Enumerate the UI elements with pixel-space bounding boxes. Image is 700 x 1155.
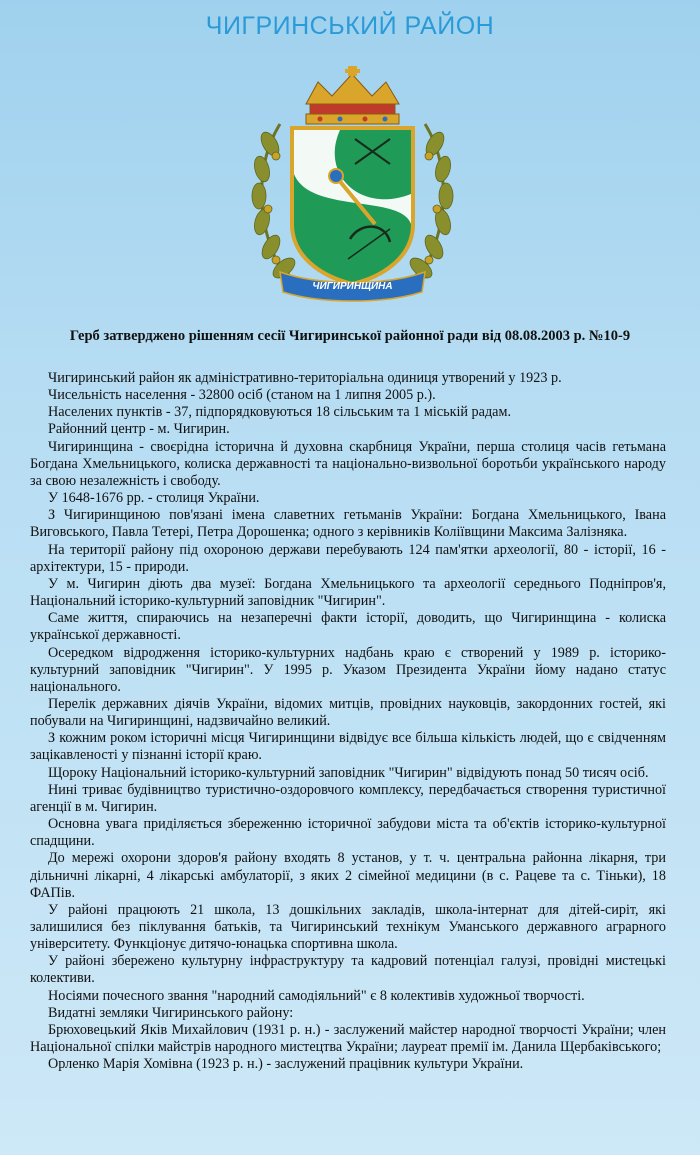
paragraph: Населених пунктів - 37, підпорядковуються 18 сільським та 1 міській радам. [48, 404, 511, 421]
crown-icon [306, 66, 399, 124]
banner-text: ЧИГИРИНЩИНА [312, 281, 393, 292]
paragraph: Носіями почесного звання "народний самодіяльний" є 8 колективів художньої творчості. [48, 987, 585, 1004]
paragraph: З кожним роком історичні місця Чигиринщини відвідує все більша кількість людей, що є свідченням зацікавленості у пізнанні історії краю. [30, 730, 666, 764]
paragraph: Чигиринщина - своєрідна історична й духовна скарбниця України, перша столиця часів гетьмана Богдана Хмельницького, колиска державності та національно-визвольної боротьби українського народу за свою незалежність і свободу. [30, 438, 666, 489]
paragraph: З Чигиринщиною пов'язані імена славетних гетьманів України: Богдана Хмельницького, Івана Виговського, Павла Тетері, Петра Дорошенка; одного з керівників Коліївщини Максима Залізняка. [30, 507, 666, 541]
paragraph: Районний центр - м. Чигирин. [48, 421, 230, 438]
paragraph: У районі збережено культурну інфраструктуру та кадровий потенціал галузі, провідні мистецькі колективи. [30, 953, 666, 987]
article-body [30, 370, 666, 1073]
paragraph: На території району під охороною держави перебувають 124 пам'ятки археології, 80 - історії, 16 - архітектури, 15 - природи. [30, 541, 666, 575]
paragraph: Саме життя, спираючись на незаперечні факти історії, доводить, що Чигиринщина - колиска української державності. [30, 610, 666, 644]
paragraph: У м. Чигирин діють два музеї: Богдана Хмельницького та археології середнього Подніпров'я, Національний історико-культурний заповідник "Чигирин". [30, 575, 666, 610]
paragraph: Орленко Марія Хомівна (1923 р. н.) - заслужений працівник культури України. [48, 1056, 524, 1073]
paragraph: У 1648-1676 рр. - столиця України. [48, 490, 260, 507]
paragraph: Брюховецький Яків Михайлович (1931 р. н.) - заслужений майстер народної творчості України; член Національної спілки майстрів народного мистецтва України; лауреат премії ім. Данила Щербаківського; [30, 1021, 666, 1056]
shield-icon [292, 128, 413, 284]
paragraph: Осередком відродження історико-культурних надбань краю є створений у 1989 р. історико-культурний заповідник "Чигирин". У 1995 р. Указом Президента України йому надано статус національного. [30, 644, 666, 695]
paragraph: У районі працюють 21 школа, 13 дошкільних закладів, школа-інтернат для дітей-сиріт, які залишилися без піклування батьків, та Чигиринський технікум Уманського державного аграрного університету. Функціонує дитячо-юнацька спортивна школа. [30, 901, 666, 953]
paragraph: Основна увага приділяється збереженню історичної забудови міста та об'єктів історико-культурної спадщини. [30, 816, 666, 850]
paragraph: Видатні земляки Чигиринського району: [48, 1004, 294, 1021]
paragraph: Нині триває будівництво туристично-оздоровчого комплексу, передбачається створення туристичної агенції в м. Чигирин. [30, 781, 666, 815]
coat-of-arms-icon [240, 64, 465, 304]
emblem-caption: Герб затверджено рішенням сесії Чигиринської районної ради від 08.08.2003 р. №10-9 [69, 328, 631, 344]
paragraph: Перелік державних діячів України, відомих митців, провідних науковців, закордонних гостей, які побували на Чигиринщині, надзвичайно великий. [30, 695, 666, 730]
paragraph: Чигиринський район як адміністративно-територіальна одиниця утворений у 1923 р. [48, 370, 562, 386]
paragraph: Чисельність населення - 32800 осіб (станом на 1 липня 2005 р.). [48, 387, 436, 404]
paragraph: До мережі охорони здоров'я району входять 8 установ, у т. ч. центральна районна лікарня, три дільничні лікарні, 4 лікарські амбулаторії, з яких 2 сімейної медицини (в с. Рацеве та с. Тіньки), 18 ФАПів. [30, 850, 666, 901]
paragraph: Щороку Національний історико-культурний заповідник "Чигирин" відвідують понад 50 тисяч осіб. [48, 764, 649, 781]
page-title: ЧИГРИНСЬКИЙ РАЙОН [205, 12, 495, 40]
